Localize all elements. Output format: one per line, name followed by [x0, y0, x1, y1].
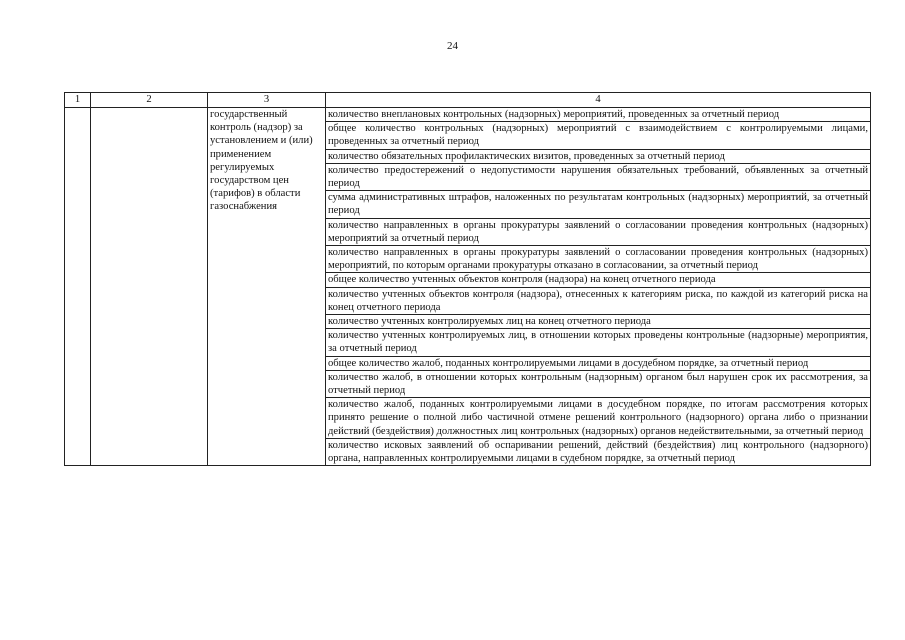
column-header-3: 3 — [208, 93, 326, 108]
page-number: 24 — [447, 40, 458, 52]
indicator-cell: количество учтенных объектов контроля (надзора), отнесенных к категориям риска, по каждой из категорий риска на конец отчетного периода — [326, 287, 871, 314]
indicator-cell: общее количество контрольных (надзорных) мероприятий с взаимодействием с контролируемыми лицами, проведенных за отчетный период — [326, 122, 871, 149]
indicator-cell: количество направленных в органы прокуратуры заявлений о согласовании проведения контрольных (надзорных) мероприятий, по которым органами прокуратуры отказано в согласовании, за отчетный период — [326, 246, 871, 273]
column-header-2: 2 — [91, 93, 208, 108]
indicator-cell: количество учтенных контролируемых лиц на конец отчетного периода — [326, 315, 871, 329]
indicator-cell: количество учтенных контролируемых лиц, в отношении которых проведены контрольные (надзорные) мероприятия, за отчетный период — [326, 329, 871, 356]
column-header-1: 1 — [65, 93, 91, 108]
table-row — [65, 108, 871, 122]
indicator-cell: количество внеплановых контрольных (надзорных) мероприятий, проведенных за отчетный период — [326, 108, 871, 122]
column-1-cell — [65, 108, 91, 466]
indicator-cell: количество обязательных профилактических визитов, проведенных за отчетный период — [326, 149, 871, 163]
table-header-row — [65, 93, 871, 108]
indicator-cell: общее количество учтенных объектов контроля (надзора) на конец отчетного периода — [326, 273, 871, 287]
control-type-cell: государственный контроль (надзор) за установлением и (или) применением регулируемых государством цен (тарифов) в области газоснабжения — [208, 108, 326, 466]
indicator-cell: количество исковых заявлений об оспаривании решений, действий (бездействия) лиц контрольного (надзорного) органа, направленных контролируемыми лицами в судебном порядке, за отчетный период — [326, 438, 871, 465]
indicators-table — [64, 92, 871, 466]
column-header-4: 4 — [326, 93, 871, 108]
indicator-cell: количество направленных в органы прокуратуры заявлений о согласовании проведения контрольных (надзорных) мероприятий за отчетный период — [326, 218, 871, 245]
column-2-cell — [91, 108, 208, 466]
indicator-cell: количество предостережений о недопустимости нарушения обязательных требований, объявленных за отчетный период — [326, 163, 871, 190]
indicator-cell: общее количество жалоб, поданных контролируемыми лицами в досудебном порядке, за отчетный период — [326, 356, 871, 370]
indicator-cell: сумма административных штрафов, наложенных по результатам контрольных (надзорных) мероприятий, за отчетный период — [326, 191, 871, 218]
indicator-cell: количество жалоб, в отношении которых контрольным (надзорным) органом был нарушен срок их рассмотрения, за отчетный период — [326, 370, 871, 397]
indicator-cell: количество жалоб, поданных контролируемыми лицами в досудебном порядке, по итогам рассмотрения которых принято решение о полной либо частичной отмене решений контрольного (надзорного) органа либо о признании действий (бездействия) должностных лиц контрольных (надзорных) органов недействительными, за отчетный период — [326, 398, 871, 439]
